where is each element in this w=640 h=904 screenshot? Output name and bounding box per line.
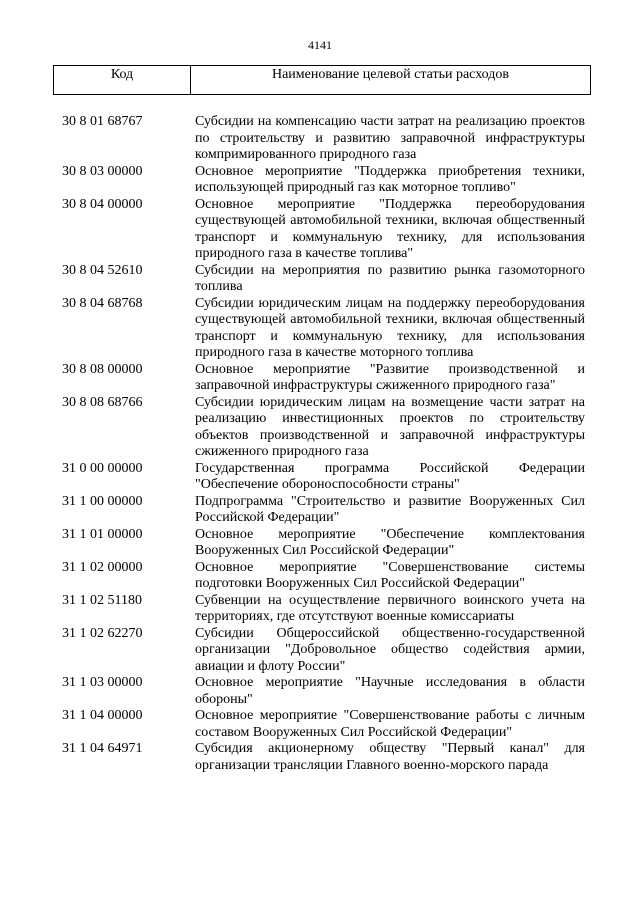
row-code: 31 1 00 00000 <box>62 493 143 509</box>
row-code: 31 1 04 64971 <box>62 741 143 756</box>
row-code: 30 8 04 00000 <box>62 196 143 212</box>
budget-items-list <box>62 114 590 774</box>
row-code: 31 1 02 00000 <box>62 559 143 575</box>
row-code: 30 8 01 68767 <box>62 114 143 129</box>
table-row <box>62 197 590 263</box>
row-code: 30 8 03 00000 <box>62 163 143 179</box>
row-code: 31 1 03 00000 <box>62 675 143 690</box>
row-code: 31 1 01 00000 <box>62 526 143 542</box>
table-row <box>62 593 590 626</box>
table-row <box>62 395 590 461</box>
row-name: Субсидии на мероприятия по развитию рынка газомоторного топлива <box>195 262 585 294</box>
table-row <box>62 296 590 362</box>
row-name: Субсидии на компенсацию части затрат на реализацию проектов по строительству и развитию заправочной инфраструктуры компримированного природного газа <box>195 114 585 162</box>
table-row <box>62 527 590 560</box>
row-name: Основное мероприятие "Совершенствование работы с личным составом Вооруженных Сил Российской Федерации" <box>195 708 585 740</box>
table-row <box>62 708 590 741</box>
row-code: 31 1 04 00000 <box>62 708 143 723</box>
table-row <box>62 263 590 296</box>
row-name: Основное мероприятие "Обеспечение комплектования Вооруженных Сил Российской Федерации" <box>195 526 585 558</box>
row-name: Подпрограмма "Строительство и развитие Вооруженных Сил Российской Федерации" <box>195 493 585 525</box>
table-header <box>53 65 591 95</box>
row-name: Основное мероприятие "Научные исследования в области обороны" <box>195 675 585 707</box>
table-row <box>62 626 590 676</box>
table-row <box>62 741 590 774</box>
table-row <box>62 461 590 494</box>
table-row <box>62 164 590 197</box>
row-name: Основное мероприятие "Совершенствование системы подготовки Вооруженных Сил Российской Федерации" <box>195 559 585 591</box>
row-name: Субсидия акционерному обществу "Первый канал" для организации трансляции Главного военно-морского парада <box>195 741 585 773</box>
row-code: 31 1 02 51180 <box>62 592 142 608</box>
row-name: Основное мероприятие "Поддержка приобретения техники, использующей природный газ как моторное топливо" <box>195 163 585 195</box>
row-name: Субвенции на осуществление первичного воинского учета на территориях, где отсутствуют военные комиссариаты <box>195 592 585 624</box>
table-row <box>62 675 590 708</box>
table-row <box>62 362 590 395</box>
table-row <box>62 560 590 593</box>
column-header-code: Код <box>54 66 191 94</box>
row-name: Субсидии Общероссийской общественно-государственной организации "Добровольное общество содействия армии, авиации и флоту России" <box>195 625 585 674</box>
table-row <box>62 494 590 527</box>
table-row <box>62 114 590 164</box>
row-code: 30 8 08 68766 <box>62 394 143 410</box>
row-name: Государственная программа Российской Федерации "Обеспечение обороноспособности страны" <box>195 460 585 492</box>
row-code: 30 8 08 00000 <box>62 361 143 377</box>
row-name: Субсидии юридическим лицам на возмещение части затрат на реализацию инвестиционных проектов по строительству объектов производственной и заправочной инфраструктуры сжиженного природного газа <box>195 394 585 459</box>
page-number: 4141 <box>308 38 332 52</box>
row-code: 31 0 00 00000 <box>62 460 143 476</box>
row-code: 30 8 04 52610 <box>62 262 143 278</box>
row-name: Основное мероприятие "Развитие производственной и заправочной инфраструктуры сжиженного природного газа" <box>195 361 585 393</box>
row-name: Основное мероприятие "Поддержка переоборудования существующей автомобильной техники, включая общественный транспорт и коммунальную технику, для использования природного газа в качестве топлива" <box>195 196 585 261</box>
row-code: 31 1 02 62270 <box>62 625 143 641</box>
row-name: Субсидии юридическим лицам на поддержку переоборудования существующей автомобильной техники, включая общественный транспорт и коммунальную технику, для использования природного газа в качестве моторного топлива <box>195 295 585 360</box>
column-header-name: Наименование целевой статьи расходов <box>271 67 510 82</box>
row-code: 30 8 04 68768 <box>62 295 143 311</box>
